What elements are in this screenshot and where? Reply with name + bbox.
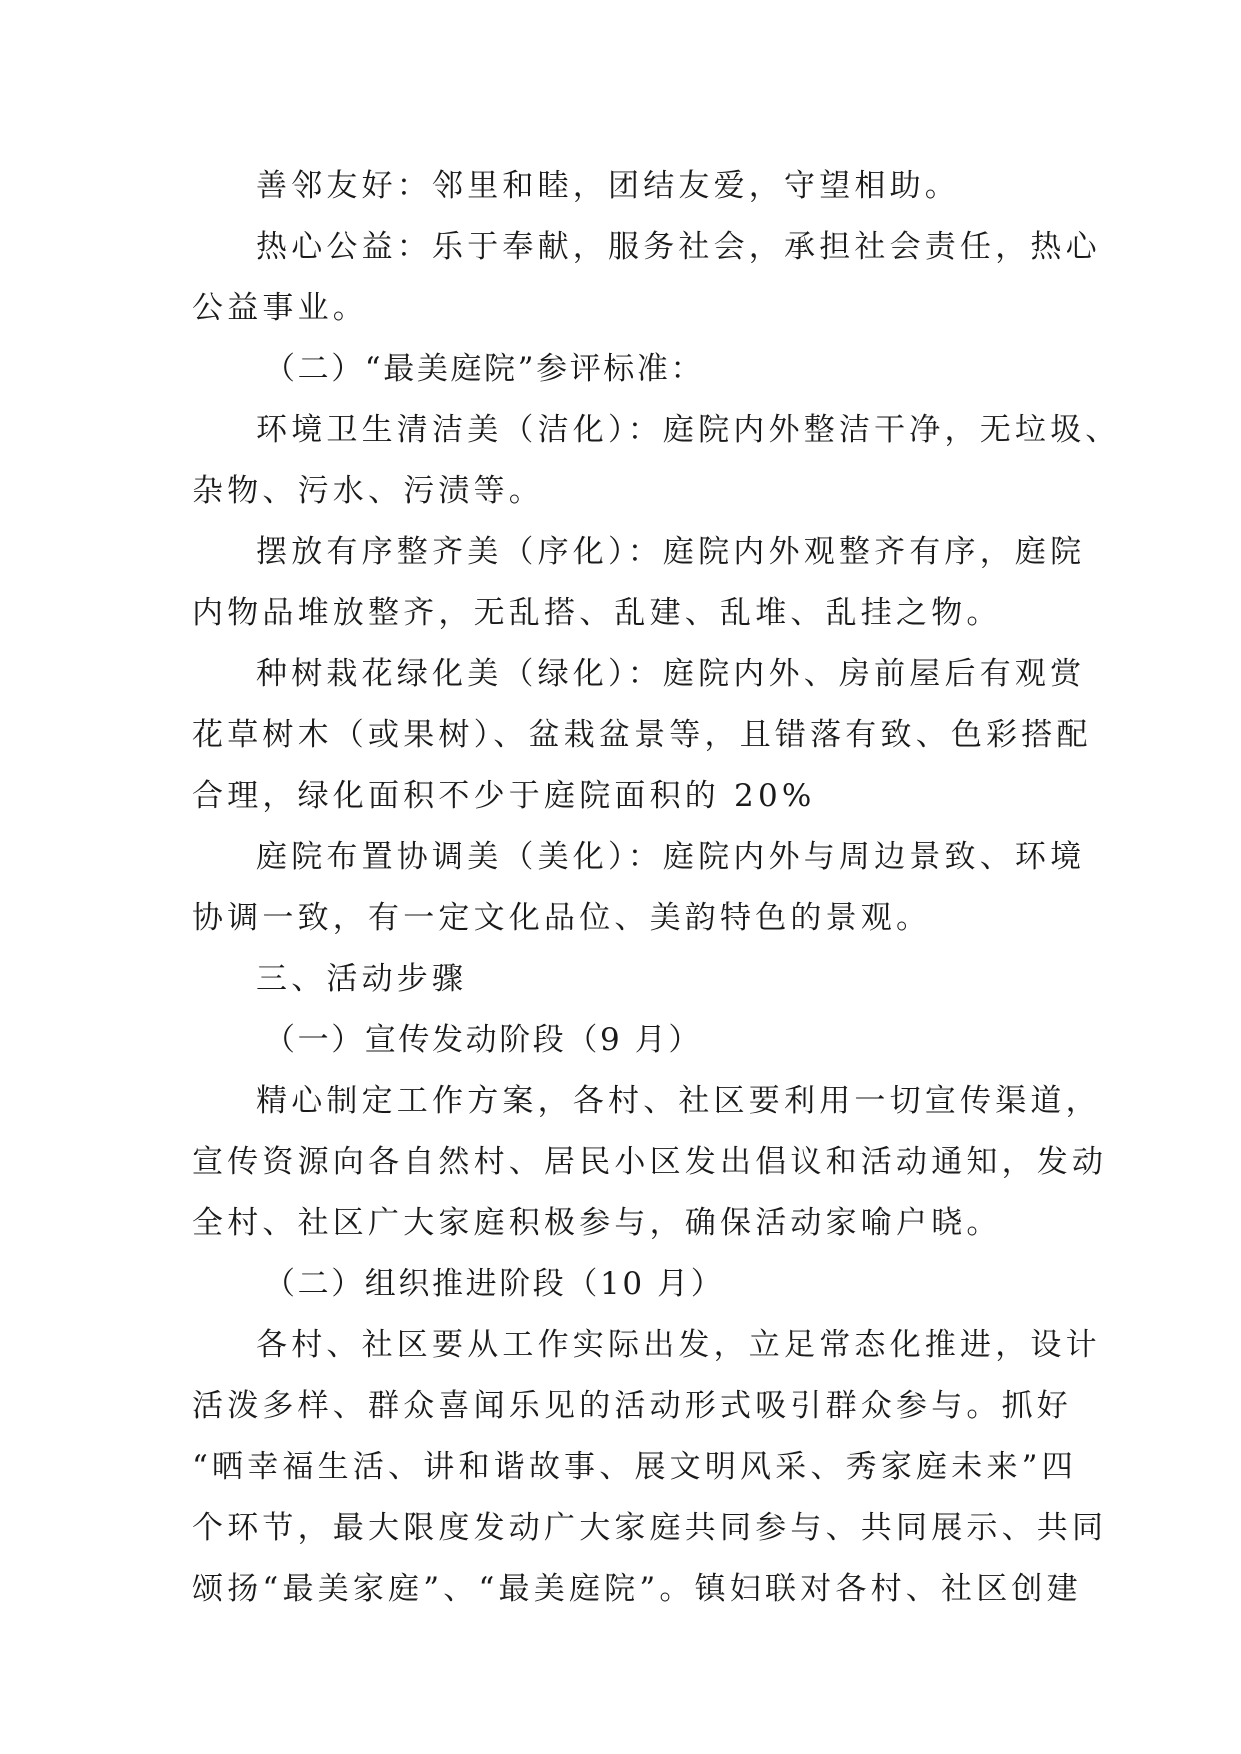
paragraph-line: 活泼多样、群众喜闻乐见的活动形式吸引群众参与。抓好 [192, 1388, 1072, 1424]
section-heading: （二）“最美庭院”参评标准： [264, 351, 705, 387]
paragraph-line: 摆放有序整齐美（序化）：庭院内外观整齐有序，庭院 [256, 534, 1086, 570]
paragraph-line: 花草树木（或果树）、盆栽盆景等，且错落有致、色彩搭配 [192, 717, 1092, 753]
paragraph-line: 种树栽花绿化美（绿化）：庭院内外、房前屋后有观赏 [256, 656, 1086, 692]
paragraph-line: 杂物、污水、污渍等。 [192, 473, 544, 509]
paragraph-line: 内物品堆放整齐，无乱搭、乱建、乱堆、乱挂之物。 [192, 595, 1002, 631]
section-heading: 三、活动步骤 [256, 961, 468, 997]
paragraph-line: 协调一致，有一定文化品位、美韵特色的景观。 [192, 900, 932, 936]
paragraph-line: 颂扬“最美家庭”、“最美庭院”。镇妇联对各村、社区创建 [192, 1571, 1082, 1607]
subsection-heading: （一）宣传发动阶段（9 月） [264, 1022, 702, 1058]
paragraph-line: 善邻友好：邻里和睦，团结友爱，守望相助。 [256, 168, 960, 204]
paragraph-line: 热心公益：乐于奉献，服务社会，承担社会责任，热心 [256, 229, 1101, 265]
paragraph-line: “晒幸福生活、讲和谐故事、展文明风采、秀家庭未来”四 [192, 1449, 1077, 1485]
paragraph-line: 合理，绿化面积不少于庭院面积的 20% [192, 778, 816, 814]
document-body [192, 156, 1121, 1620]
paragraph-line: 全村、社区广大家庭积极参与，确保活动家喻户晓。 [192, 1205, 1002, 1241]
paragraph-line: 宣传资源向各自然村、居民小区发出倡议和活动通知，发动 [192, 1144, 1108, 1180]
paragraph-line: 精心制定工作方案，各村、社区要利用一切宣传渠道， [256, 1083, 1101, 1119]
subsection-heading: （二）组织推进阶段（10 月） [264, 1266, 725, 1302]
paragraph-line: 个环节，最大限度发动广大家庭共同参与、共同展示、共同 [192, 1510, 1108, 1546]
paragraph-line: 各村、社区要从工作实际出发，立足常态化推进，设计 [256, 1327, 1101, 1363]
paragraph-line: 公益事业。 [192, 290, 368, 326]
paragraph-line: 庭院布置协调美（美化）：庭院内外与周边景致、环境 [256, 839, 1086, 875]
paragraph-line: 环境卫生清洁美（洁化）：庭院内外整洁干净，无垃圾、 [256, 412, 1121, 448]
